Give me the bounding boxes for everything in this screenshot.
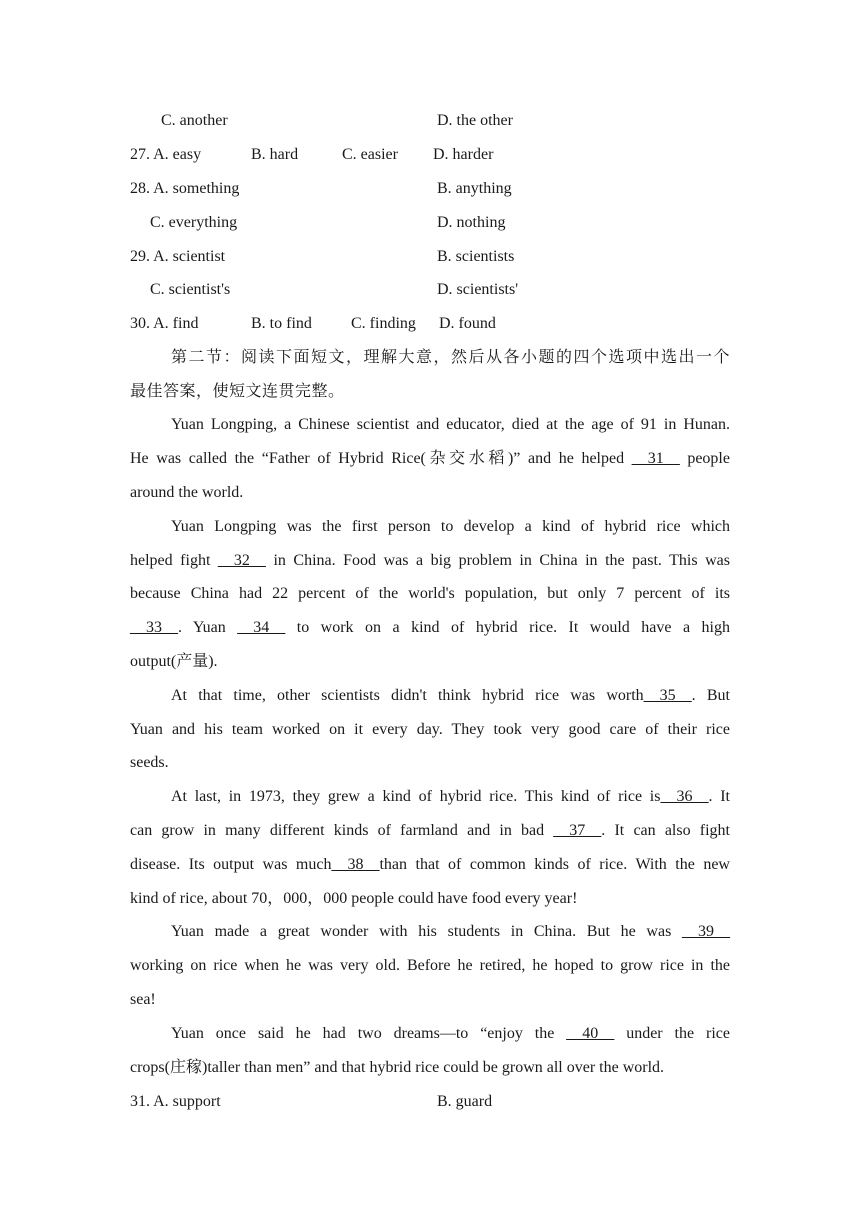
text-span: . Yuan [178, 619, 238, 636]
blank-31: __31__ [631, 450, 680, 467]
passage-p5-line3: sea! [130, 991, 156, 1008]
text-span: to work on a kind of hybrid rice. It would have a high [285, 619, 730, 636]
passage-p1-line3: around the world. [130, 484, 244, 501]
passage-p4-line1 [130, 780, 730, 814]
q30-option-a: 30. A. find [130, 315, 199, 332]
section2-instruction-line2: 最佳答案，使短文连贯完整。 [130, 383, 345, 400]
passage-p2-line2 [130, 544, 730, 578]
q30-option-b: B. to find [251, 315, 312, 332]
passage-p6-line1 [130, 1017, 730, 1051]
q27-option-c: C. easier [342, 146, 398, 163]
text-span: . But [691, 687, 730, 704]
passage-p4-line2 [130, 814, 730, 848]
q28-option-a: 28. A. something [130, 180, 240, 197]
q27-option-a: 27. A. easy [130, 146, 202, 163]
blank-35: __35__ [643, 687, 692, 704]
text-span: under the rice [614, 1025, 731, 1042]
text-span: in China. Food was a big problem in China in the past. This was [265, 552, 731, 569]
passage-p2-line1: Yuan Longping was the first person to develop a kind of hybrid rice which [171, 518, 730, 535]
passage-p3-line2: Yuan and his team worked on it every day. They took very good care of their rice [130, 721, 730, 738]
blank-36: __36__ [660, 788, 709, 805]
text-span: At last, in 1973, they grew a kind of hybrid rice. This kind of rice is [171, 788, 661, 805]
q31-option-a: 31. A. support [130, 1093, 221, 1110]
q31-options-row [130, 1085, 730, 1119]
passage-p2-line5: output(产量). [130, 653, 218, 670]
q29-option-c: C. scientist's [150, 281, 231, 298]
q28-option-b: B. anything [437, 180, 512, 197]
q26-option-d: D. the other [437, 112, 513, 129]
text-span: helped fight [130, 552, 218, 569]
blank-40: __40__ [566, 1025, 615, 1042]
q28-options-row-2 [130, 206, 730, 240]
blank-33: __33__ [130, 619, 178, 636]
q28-option-c: C. everything [150, 214, 238, 231]
text-span: than that of common kinds of rice. With the new [379, 856, 730, 873]
text-span: At that time, other scientists didn't think hybrid rice was worth [171, 687, 644, 704]
q27-options-row [130, 138, 730, 172]
q29-options-row-2 [130, 273, 730, 307]
text-span: Yuan once said he had two dreams—to “enjoy the [171, 1025, 567, 1042]
passage-p2-line4 [130, 611, 730, 645]
text-span: Yuan made a great wonder with his students in China. But he was [171, 923, 682, 940]
passage-p6-line2: crops(庄稼)taller than men” and that hybrid rice could be grown all over the world. [130, 1059, 665, 1076]
q29-option-a: 29. A. scientist [130, 248, 226, 265]
q26-options-row [130, 104, 730, 138]
q30-option-c: C. finding [351, 315, 416, 332]
q29-option-b: B. scientists [437, 248, 515, 265]
passage-p4-line4: kind of rice, about 70，000，000 people could have food every year! [130, 890, 578, 907]
blank-39: __39__ [682, 923, 730, 940]
text-span: He was called the “Father of Hybrid Rice(杂交水稻)” and he helped [130, 450, 632, 467]
text-span: . It can also fight [601, 822, 731, 839]
passage-p1-line1: Yuan Longping, a Chinese scientist and educator, died at the age of 91 in Hunan. [171, 416, 730, 433]
text-span: . It [708, 788, 730, 805]
passage-p5-line1 [130, 915, 730, 949]
blank-34: __34__ [237, 619, 286, 636]
passage-p3-line1 [130, 679, 730, 713]
blank-37: __37__ [553, 822, 602, 839]
section2-instruction-line1: 第二节：阅读下面短文，理解大意，然后从各小题的四个选项中选出一个 [171, 349, 730, 366]
blank-32: __32__ [217, 552, 266, 569]
passage-p5-line2: working on rice when he was very old. Before he retired, he hoped to grow rice in the [130, 957, 730, 974]
q30-options-row [130, 307, 730, 341]
q27-option-b: B. hard [251, 146, 299, 163]
q27-option-d: D. harder [433, 146, 494, 163]
q31-option-b: B. guard [437, 1093, 493, 1110]
q30-option-d: D. found [439, 315, 496, 332]
text-span: can grow in many different kinds of farmland and in bad [130, 822, 554, 839]
passage-p3-line3: seeds. [130, 754, 169, 771]
passage-p1-line2 [130, 442, 730, 476]
q28-option-d: D. nothing [437, 214, 506, 231]
q29-option-d: D. scientists' [437, 281, 519, 298]
passage-p2-line3: because China had 22 percent of the world's population, but only 7 percent of its [130, 585, 730, 602]
q28-options-row [130, 172, 730, 206]
text-span: people [679, 450, 730, 467]
passage-p4-line3 [130, 848, 730, 882]
q26-option-c: C. another [161, 112, 228, 129]
text-span: disease. Its output was much [130, 856, 332, 873]
q29-options-row [130, 240, 730, 274]
blank-38: __38__ [331, 856, 380, 873]
